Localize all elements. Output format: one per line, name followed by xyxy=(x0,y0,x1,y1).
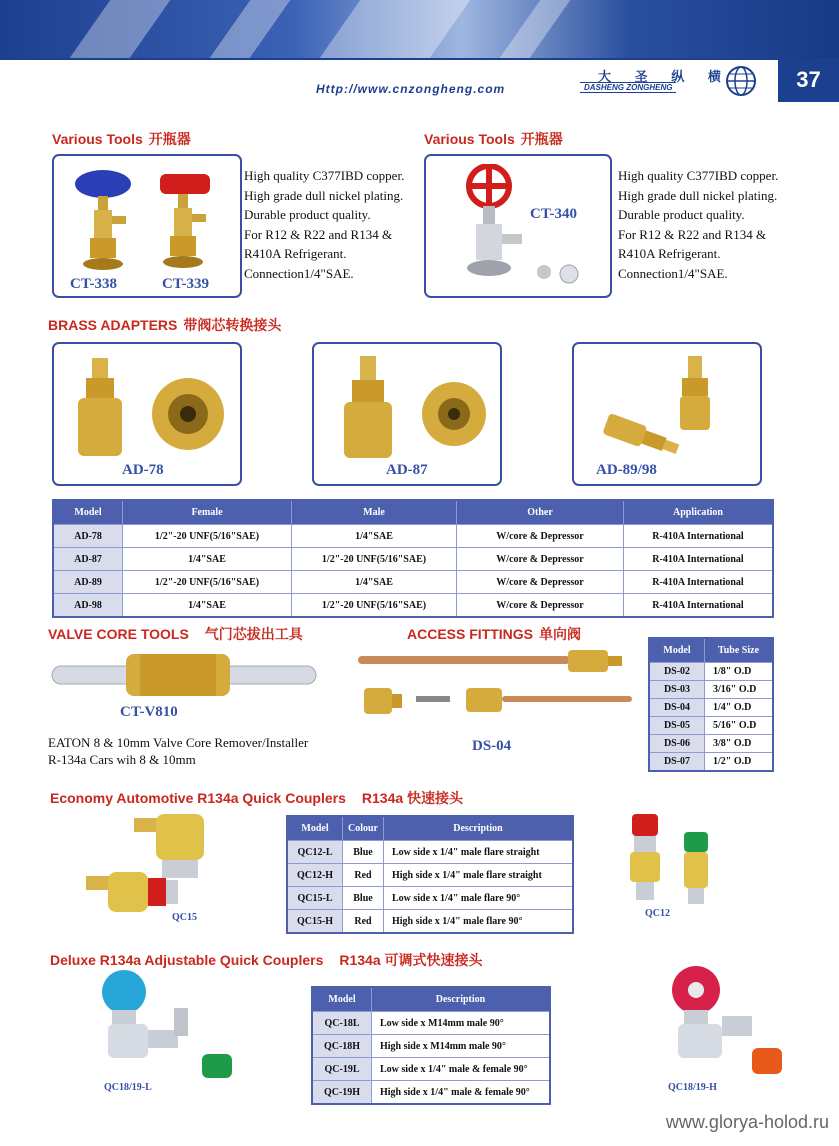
table-cell: High side x 1/4" male flare straight xyxy=(384,864,574,887)
table-row xyxy=(649,717,773,735)
table-cell: W/core & Depressor xyxy=(457,548,624,571)
table-cell: High side x M14mm male 90° xyxy=(372,1035,551,1058)
table-cell: Red xyxy=(343,910,384,934)
table-cell: Low side x 1/4" male & female 90° xyxy=(372,1058,551,1081)
table-cell: 1/4"SAE xyxy=(292,525,457,548)
product-box-ct338-ct339 xyxy=(52,154,242,298)
section-title-en: Various Tools xyxy=(424,131,515,147)
valve-core-tool-image xyxy=(50,648,320,702)
table-cell: W/core & Depressor xyxy=(457,594,624,618)
quick-coupler-qc18-19-l-image xyxy=(84,970,244,1080)
table-row xyxy=(649,663,773,681)
section-title-deluxe-couplers xyxy=(50,950,483,970)
section-title-en: Deluxe R134a Adjustable Quick Couplers xyxy=(50,952,324,968)
table-cell: 1/8" O.D xyxy=(705,663,774,681)
table-cell-model: AD-78 xyxy=(53,525,123,548)
access-fitting-ds04-image xyxy=(356,646,636,746)
product-description-ct338 xyxy=(244,166,404,283)
table-cell: 1/2"-20 UNF(5/16"SAE) xyxy=(123,525,292,548)
table-row xyxy=(312,1058,550,1081)
product-label-qc18-19-h: QC18/19-H xyxy=(668,1082,717,1093)
table-cell: High side x 1/4" male & female 90° xyxy=(372,1081,551,1105)
section-title-cn: R134a 快速接头 xyxy=(361,790,464,806)
brass-adapter-ad89-98-image xyxy=(584,352,750,462)
access-fittings-table xyxy=(648,637,774,772)
table-header-cell: Male xyxy=(292,500,457,525)
table-cell-model: AD-87 xyxy=(53,548,123,571)
brass-adapter-ad78-image xyxy=(64,352,230,462)
table-cell: 3/16" O.D xyxy=(705,681,774,699)
table-cell-model: QC-18L xyxy=(312,1012,372,1035)
product-label-qc12: QC12 xyxy=(645,908,670,919)
table-cell-model: AD-89 xyxy=(53,571,123,594)
table-row xyxy=(312,1012,550,1035)
footer-watermark-url[interactable]: www.glorya-holod.ru xyxy=(665,1112,829,1132)
page-number: 37 xyxy=(778,58,839,102)
table-row xyxy=(649,753,773,772)
table-header-row xyxy=(53,500,773,525)
section-title-brass-adapters xyxy=(48,315,281,335)
table-cell: 1/2"-20 UNF(5/16"SAE) xyxy=(292,594,457,618)
section-title-en: Various Tools xyxy=(52,131,143,147)
table-cell: 1/4" O.D xyxy=(705,699,774,717)
desc-line: Connection1/4"SAE. xyxy=(618,265,728,281)
section-title-various-tools-1 xyxy=(52,129,191,149)
table-row xyxy=(53,571,773,594)
table-cell: 1/2"-20 UNF(5/16"SAE) xyxy=(123,571,292,594)
table-cell: Low side x M14mm male 90° xyxy=(372,1012,551,1035)
table-cell-model: QC-19L xyxy=(312,1058,372,1081)
bottle-opener-red-wheel-image xyxy=(434,164,604,288)
table-header-cell: Model xyxy=(53,500,123,525)
product-box-ad78 xyxy=(52,342,242,486)
section-title-en: Economy Automotive R134a Quick Couplers xyxy=(50,790,346,806)
table-row xyxy=(649,735,773,753)
product-label-ct339: CT-339 xyxy=(162,276,209,292)
section-title-cn: R134a 可调式快速接头 xyxy=(339,952,483,968)
table-header-cell: Description xyxy=(384,816,574,841)
table-cell: W/core & Depressor xyxy=(457,525,624,548)
section-title-en: VALVE CORE TOOLS xyxy=(48,626,189,642)
product-box-ad87 xyxy=(312,342,502,486)
table-header-cell: Model xyxy=(287,816,343,841)
brass-adapters-table xyxy=(52,499,774,618)
table-row xyxy=(287,887,573,910)
table-cell-model: QC15-L xyxy=(287,887,343,910)
table-cell-model: QC12-H xyxy=(287,864,343,887)
brand-name-cn: 大 圣 纵 横 xyxy=(598,69,731,84)
product-box-ad89-98 xyxy=(572,342,762,486)
product-label-ct340: CT-340 xyxy=(530,206,577,222)
table-cell: 5/16" O.D xyxy=(705,717,774,735)
table-cell: High side x 1/4" male flare 90° xyxy=(384,910,574,934)
product-description-ct340 xyxy=(618,166,778,283)
desc-line: For R12 & R22 and R134 & xyxy=(618,226,767,242)
desc-line: Durable product quality. xyxy=(618,207,745,222)
section-title-cn: 开瓶器 xyxy=(520,131,563,147)
quick-coupler-qc12-image xyxy=(616,810,726,910)
table-row xyxy=(53,548,773,571)
table-row xyxy=(287,841,573,864)
quick-coupler-qc18-19-h-image xyxy=(652,966,802,1076)
table-header-cell: Other xyxy=(457,500,624,525)
desc-line: High quality C377IBD copper. xyxy=(244,168,405,183)
section-title-cn: 带阀芯转换接头 xyxy=(183,317,282,333)
table-header-cell: Colour xyxy=(343,816,384,841)
table-cell: 3/8" O.D xyxy=(705,735,774,753)
table-cell: W/core & Depressor xyxy=(457,571,624,594)
table-cell-model: QC12-L xyxy=(287,841,343,864)
table-cell-model: QC15-H xyxy=(287,910,343,934)
table-header-row xyxy=(312,987,550,1012)
header-url[interactable]: Http://www.cnzongheng.com xyxy=(316,82,506,96)
section-title-cn: 气门芯拔出工具 xyxy=(204,626,303,642)
table-cell-model: DS-07 xyxy=(649,753,705,772)
table-cell: 1/4"SAE xyxy=(123,594,292,618)
deluxe-couplers-table xyxy=(311,986,551,1105)
table-row xyxy=(53,525,773,548)
section-title-en: ACCESS FITTINGS xyxy=(407,626,534,642)
product-label-qc15: QC15 xyxy=(172,912,197,923)
table-header-cell: Model xyxy=(649,638,705,663)
table-header-cell: Tube Size xyxy=(705,638,774,663)
table-row xyxy=(312,1081,550,1105)
brand-name-en: DASHENG ZONGHENG xyxy=(580,82,676,93)
table-header-cell: Female xyxy=(123,500,292,525)
table-cell: Red xyxy=(343,864,384,887)
table-cell: R-410A International xyxy=(624,548,774,571)
desc-line: High grade dull nickel plating. xyxy=(244,187,404,203)
table-cell: 1/4"SAE xyxy=(292,571,457,594)
table-cell: Low side x 1/4" male flare 90° xyxy=(384,887,574,910)
table-cell: 1/2"-20 UNF(5/16"SAE) xyxy=(292,548,457,571)
economy-couplers-table xyxy=(286,815,574,934)
product-label-ad89-98: AD-89/98 xyxy=(596,462,657,478)
table-cell-model: QC-18H xyxy=(312,1035,372,1058)
section-title-cn: 开瓶器 xyxy=(148,131,191,147)
table-cell: 1/4"SAE xyxy=(123,548,292,571)
bottle-opener-blue-red-image xyxy=(68,164,228,274)
table-cell: Blue xyxy=(343,841,384,864)
table-cell-model: AD-98 xyxy=(53,594,123,618)
section-title-en: BRASS ADAPTERS xyxy=(48,317,178,333)
product-description-ct-v810 xyxy=(48,734,308,768)
desc-line: High grade dull nickel plating. xyxy=(618,187,778,203)
table-row xyxy=(312,1035,550,1058)
table-cell: R-410A International xyxy=(624,525,774,548)
section-title-economy-couplers xyxy=(50,788,463,808)
table-row xyxy=(53,594,773,618)
product-label-ct338: CT-338 xyxy=(70,276,117,292)
product-label-ct-v810: CT-V810 xyxy=(120,704,178,720)
table-header-row xyxy=(649,638,773,663)
desc-line: Connection1/4"SAE. xyxy=(244,265,354,281)
section-title-valve-core-tools xyxy=(48,624,303,644)
desc-line: R410A Refrigerant. xyxy=(618,246,721,261)
table-cell-model: DS-05 xyxy=(649,717,705,735)
table-cell: 1/2" O.D xyxy=(705,753,774,772)
table-cell: R-410A International xyxy=(624,571,774,594)
table-cell: Low side x 1/4" male flare straight xyxy=(384,841,574,864)
table-cell: R-410A International xyxy=(624,594,774,618)
desc-line: For R12 & R22 and R134 & xyxy=(244,226,393,242)
table-row xyxy=(649,699,773,717)
table-cell-model: DS-06 xyxy=(649,735,705,753)
header-rule xyxy=(0,58,839,60)
product-label-ad78: AD-78 xyxy=(122,462,164,478)
table-cell-model: QC-19H xyxy=(312,1081,372,1105)
brass-adapter-ad87-image xyxy=(324,352,490,462)
section-title-cn: 单向阀 xyxy=(539,626,582,642)
table-cell-model: DS-04 xyxy=(649,699,705,717)
table-header-cell: Model xyxy=(312,987,372,1012)
desc-line: Durable product quality. xyxy=(244,207,371,222)
product-box-ct340 xyxy=(424,154,612,298)
product-label-ad87: AD-87 xyxy=(386,462,428,478)
table-header-cell: Description xyxy=(372,987,551,1012)
table-row xyxy=(287,910,573,934)
table-header-row xyxy=(287,816,573,841)
desc-line: R-134a Cars wih 8 & 10mm xyxy=(48,752,196,767)
desc-line: High quality C377IBD copper. xyxy=(618,168,779,183)
globe-logo-icon xyxy=(724,64,758,98)
section-title-access-fittings xyxy=(407,624,581,644)
product-label-qc18-19-l: QC18/19-L xyxy=(104,1082,152,1093)
table-cell-model: DS-03 xyxy=(649,681,705,699)
table-row xyxy=(649,681,773,699)
desc-line: EATON 8 & 10mm Valve Core Remover/Installer xyxy=(48,735,309,750)
table-row xyxy=(287,864,573,887)
product-label-ds04: DS-04 xyxy=(472,738,512,754)
desc-line: R410A Refrigerant. xyxy=(244,246,347,261)
table-cell-model: DS-02 xyxy=(649,663,705,681)
table-header-cell: Application xyxy=(624,500,774,525)
table-cell: Blue xyxy=(343,887,384,910)
section-title-various-tools-2 xyxy=(424,129,563,149)
header-banner xyxy=(0,0,839,58)
quick-coupler-qc15-image xyxy=(64,810,224,922)
